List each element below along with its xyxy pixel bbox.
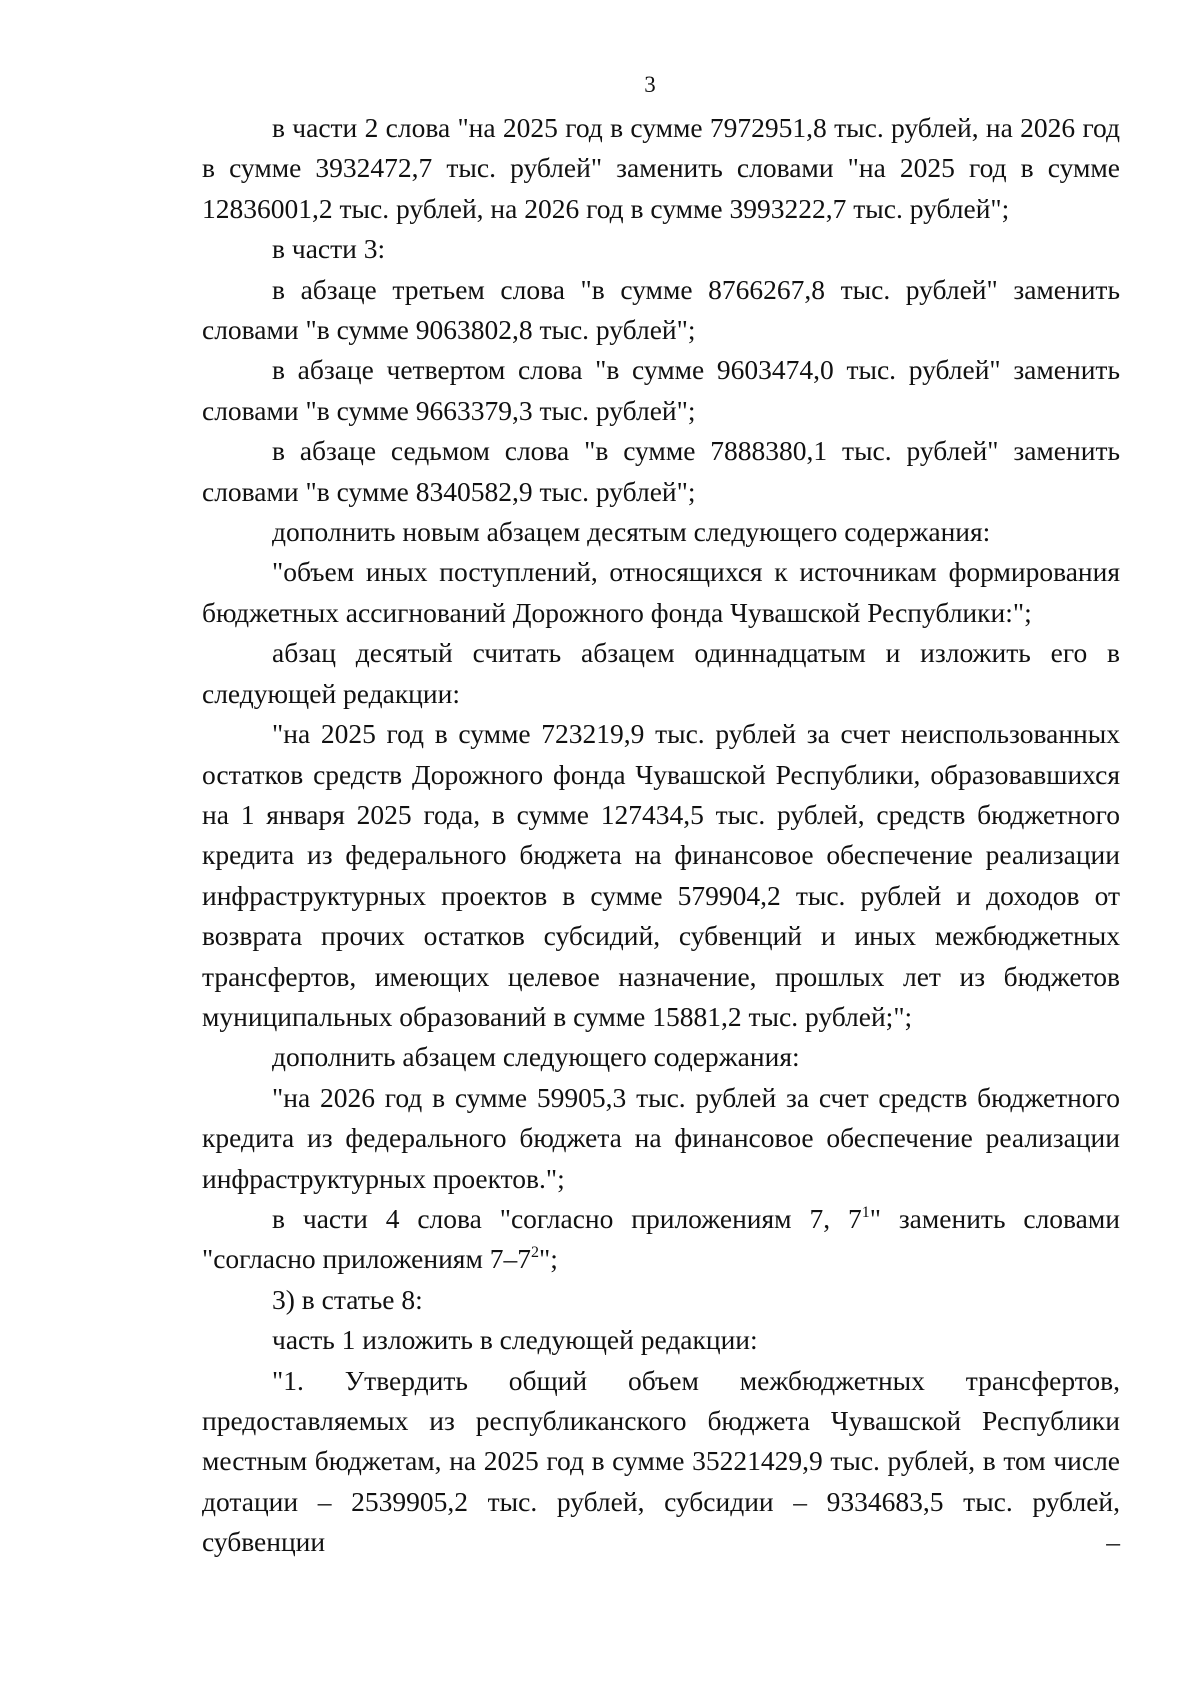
superscript-1: 1	[861, 1203, 870, 1221]
paragraph-part3-heading: в части 3:	[272, 233, 386, 265]
paragraph-article-8: 3) в статье 8:	[272, 1283, 423, 1315]
paragraph-quote-part1: "1. Утвердить общий объем межбюджетных трансфертов, предоставляемых из республиканского бюджета Чувашской Республики местным бюджетам, на 2025 год в сумме 35221429,9 тыс. рублей, в том числе дотации – 2539905,2 тыс. рублей, субсидии – 9334683,5 тыс. рублей, субвенции –	[202, 1364, 1120, 1558]
paragraph-abzac-7: в абзаце седьмом слова "в сумме 7888380,1 тыс. рублей" заменить словами "в сумме 8340582,9 тыс. рублей";	[202, 435, 1120, 507]
part4-text-before: в части 4 слова "согласно приложениям 7, 7	[272, 1202, 862, 1234]
paragraph-part4	[202, 1199, 1120, 1280]
paragraph-quote-2026: "на 2026 год в сумме 59905,3 тыс. рублей за счет средств бюджетного кредита из федерального бюджета на финансовое обеспечение реализации инфраструктурных проектов.";	[202, 1081, 1120, 1194]
paragraph-part1-heading: часть 1 изложить в следующей редакции:	[272, 1324, 758, 1356]
paragraph-abzac-3: в абзаце третьем слова "в сумме 8766267,8 тыс. рублей" заменить словами "в сумме 9063802,8 тыс. рублей";	[202, 273, 1120, 346]
paragraph-abzac-4: в абзаце четвертом слова "в сумме 9603474,0 тыс. рублей" заменить словами "в сумме 9663379,3 тыс. рублей";	[202, 354, 1120, 426]
paragraph-quote-other-income: "объем иных поступлений, относящихся к источникам формирования бюджетных ассигнований Дорожного фонда Чувашской Республики:";	[202, 556, 1120, 628]
part4-text-after: ";	[538, 1243, 558, 1275]
paragraph-quote-2025: "на 2025 год в сумме 723219,9 тыс. рублей за счет неиспользованных остатков средств Дорожного фонда Чувашской Республики, образовавшихся на 1 января 2025 года, в сумме 127434,5 тыс. рублей, средств бюджетного кредита из федерального бюджета на финансовое обеспечение реализации инфраструктурных проектов в сумме 579904,2 тыс. рублей и доходов от возврата прочих остатков субсидий, субвенций и иных межбюджетных трансфертов, имеющих целевое назначение, прошлых лет из бюджетов муниципальных образований в сумме 15881,2 тыс. рублей;";	[202, 718, 1120, 1032]
paragraph-add-abzac: дополнить абзацем следующего содержания:	[272, 1041, 800, 1073]
paragraph-add-abzac-10: дополнить новым абзацем десятым следующего содержания:	[272, 516, 991, 548]
page-number: 3	[644, 72, 656, 97]
paragraph-part2: в части 2 слова "на 2025 год в сумме 7972951,8 тыс. рублей, на 2026 год в сумме 3932472,7 тыс. рублей" заменить словами "на 2025 год в сумме 12836001,2 тыс. рублей, на 2026 год в сумме 3993222,7 тыс. рублей";	[202, 112, 1120, 224]
part4-text-middle: " заменить словами "согласно приложениям 7–7	[202, 1202, 1120, 1275]
document-body	[202, 108, 1120, 1563]
superscript-2: 2	[530, 1244, 539, 1262]
paragraph-abzac-10-to-11: абзац десятый считать абзацем одиннадцатым и изложить его в следующей редакции:	[202, 637, 1120, 709]
